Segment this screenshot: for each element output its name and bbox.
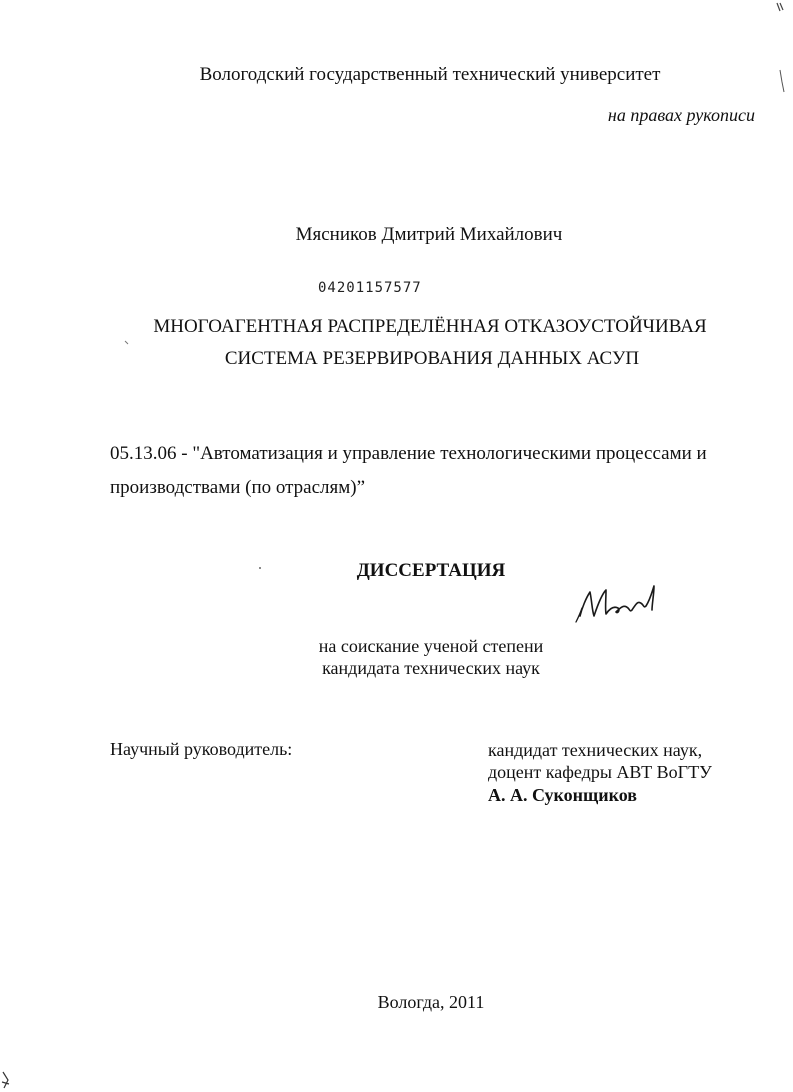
supervisor-title-line-2: доцент кафедры АВТ ВоГТУ [488, 762, 712, 782]
degree-line-2: кандидата технических наук [322, 658, 540, 678]
supervisor-title-line-1: кандидат технических наук, [488, 740, 703, 760]
scan-dot-icon [124, 340, 130, 346]
supervisor-label: Научный руководитель: [110, 739, 293, 759]
degree-line-1: на соискание ученой степени [318, 636, 544, 656]
scan-speck-top-right-icon [774, 0, 786, 14]
author-name: Мясников Дмитрий Михайлович [295, 224, 563, 245]
city-year: Вологда, 2011 [377, 992, 485, 1012]
thesis-title-line-2: СИСТЕМА РЕЗЕРВИРОВАНИЯ ДАННЫХ АСУП [224, 348, 640, 369]
scan-dot-icon [258, 566, 262, 570]
supervisor-name: А. А. Суконщиков [488, 785, 638, 805]
document-type-heading: ДИССЕРТАЦИЯ [356, 560, 506, 581]
scan-edge-mark-icon [0, 1070, 12, 1090]
thesis-title-line-1: МНОГОАГЕНТНАЯ РАСПРЕДЕЛЁННАЯ ОТКАЗОУСТОЙЧИВАЯ [153, 316, 707, 337]
university-name: Вологодский государственный технический университет [199, 64, 661, 85]
handwritten-signature-icon [572, 578, 662, 624]
scan-line-mark-icon [778, 68, 786, 94]
specialty-line-1: 05.13.06 - "Автоматизация и управление технологическими процессами и [110, 443, 707, 464]
manuscript-rights-note: на правах рукописи [607, 105, 755, 125]
specialty-line-2: производствами (по отраслям)” [110, 477, 366, 498]
document-code: 04201157577 [318, 280, 422, 296]
